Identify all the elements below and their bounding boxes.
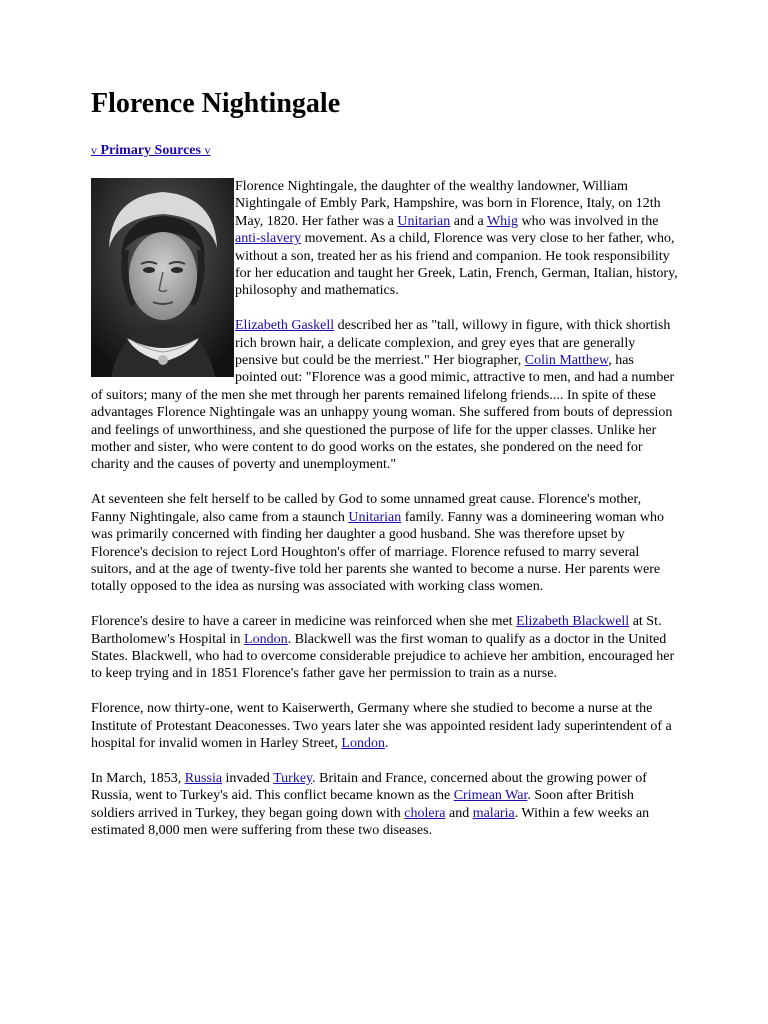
paragraph-1: Florence Nightingale, the daughter of the wealthy landowner, William Nightingale of Embly Park, Hampshire, was born in Florence, Italy, on 12th May, 1820. Her father was a Unitarian and a Whig who was involved in the anti-slavery movement. As a child, Florence was very close to her father, who, without a son, treated her as his friend and companion. He took responsibility for her education and taught her Greek, Latin, French, German, Italian, history, philosophy and mathematics.	[235, 179, 678, 299]
elizabeth-blackwell-link[interactable]: Elizabeth Blackwell	[516, 614, 630, 630]
elizabeth-gaskell-link[interactable]: Elizabeth Gaskell	[235, 318, 335, 334]
paragraph-4: Florence's desire to have a career in medicine was reinforced when she met Elizabeth Blackwell at St. Bartholomew's Hospital in London. Blackwell was the first woman to qualify as a doctor in the United States. Blackwell, who had to overcome considerable prejudice to achieve her ambition, encouraged her to keep trying and in 1851 Florence's father gave her permission to train as a nurse.	[91, 614, 675, 682]
portrait-image	[91, 178, 234, 377]
paragraph-5: Florence, now thirty-one, went to Kaiserwerth, Germany where she studied to become a nurse at the Institute of Protestant Deaconesses. Two years later she was appointed resident lady superintendent of a hospital for invalid women in Harley Street, London.	[91, 701, 672, 751]
turkey-link[interactable]: Turkey	[273, 770, 313, 786]
anti-slavery-link[interactable]: anti-slavery	[235, 231, 302, 247]
malaria-link[interactable]: malaria	[472, 805, 515, 821]
london-link-2[interactable]: London	[341, 735, 385, 751]
unitarian-link[interactable]: Unitarian	[397, 213, 451, 229]
paragraph-6: In March, 1853, Russia invaded Turkey. Britain and France, concerned about the growing power of Russia, went to Turkey's aid. This conflict became known as the Crimean War. Soon after British soldiers arrived in Turkey, they began going down with cholera and malaria. Within a few weeks an estimated 8,000 men were suffering from these two diseases.	[91, 770, 650, 838]
unitarian-link-2[interactable]: Unitarian	[348, 509, 402, 525]
primary-sources-label: Primary Sources	[100, 143, 201, 158]
whig-link[interactable]: Whig	[486, 213, 519, 229]
primary-sources-link[interactable]	[91, 143, 210, 159]
crimean-war-link[interactable]: Crimean War	[453, 788, 528, 804]
london-link[interactable]: London	[244, 631, 288, 647]
paragraph-2: Elizabeth Gaskell described her as "tall, willowy in figure, with thick shortish rich brown hair, a delicate complexion, and grey eyes that are generally pensive but could be the merriest." Her biographer, Colin Matthew, has pointed out: "Florence was a good mimic, attractive to men, and had a number of suitors; many of the men she met through her parents remained lifelong friends.... In spite of these advantages Florence Nightingale was an unhappy young woman. She suffered from bouts of depression and feelings of unworthiness, and she questioned the purpose of life for the upper classes. Unlike her mother and sister, who were content to do good works on the estates, she pondered on the need for charity and the causes of poverty and unemployment."	[91, 318, 675, 473]
chevron-down-icon: v	[204, 143, 211, 157]
article-body	[91, 178, 679, 857]
russia-link[interactable]: Russia	[184, 770, 223, 786]
cholera-link[interactable]: cholera	[404, 805, 446, 821]
paragraph-3: At seventeen she felt herself to be called by God to some unnamed great cause. Florence's mother, Fanny Nightingale, also came from a staunch Unitarian family. Fanny was a domineering woman who was primarily concerned with finding her daughter a good husband. She was therefore upset by Florence's decision to reject Lord Houghton's offer of marriage. Florence refused to marry several suitors, and at the age of twenty-five told her parents she wanted to become a nurse. Her parents were totally opposed to the idea as nursing was associated with working class women.	[91, 492, 664, 595]
colin-matthew-link[interactable]: Colin Matthew	[524, 353, 609, 369]
chevron-down-icon: v	[91, 143, 97, 157]
page-title: Florence Nightingale	[91, 88, 341, 119]
